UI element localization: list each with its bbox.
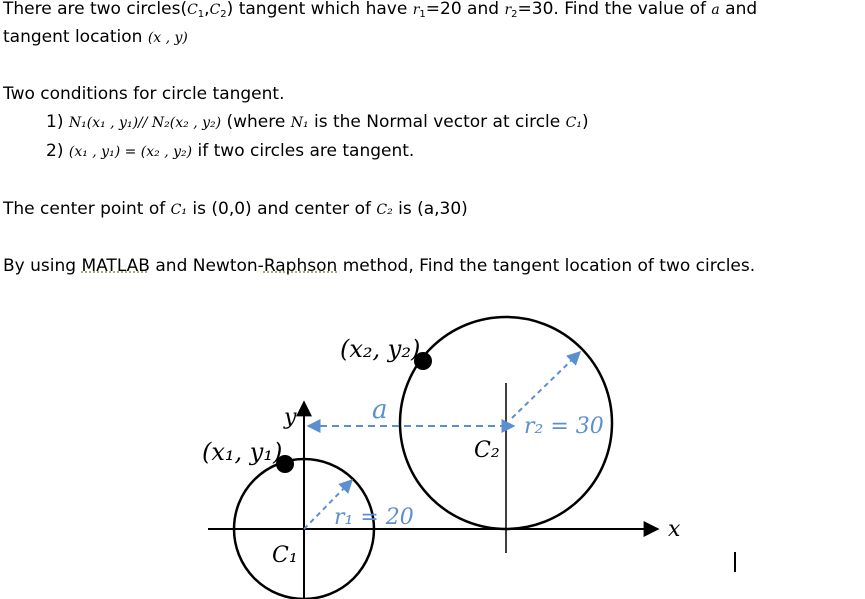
raphson-word: Raphson	[263, 256, 338, 276]
text: =30. Find the value of	[517, 0, 712, 19]
math-c2: C₂	[376, 202, 393, 218]
label-r1: r₁ = 20	[334, 505, 414, 530]
matlab-word: MATLAB	[81, 256, 150, 276]
text: By using	[3, 256, 82, 276]
math-sub: 2	[220, 9, 227, 20]
text: 1)	[46, 112, 69, 132]
label-x1-y1: (x₁, y₁)	[202, 438, 283, 466]
math-c1: C	[187, 2, 198, 18]
label-x: x	[668, 517, 681, 542]
label-y: y	[284, 405, 297, 430]
text: is (a,30)	[392, 199, 468, 219]
conditions-heading: Two conditions for circle tangent.	[3, 84, 285, 104]
text: is the Normal vector at circle	[308, 112, 566, 132]
math-r2: r	[504, 2, 512, 18]
math-normals: N₁(x₁ , y₁)// N₂(x₂ , y₂)	[68, 115, 222, 131]
label-x2-y2: (x₂, y₂)	[340, 335, 421, 363]
text: method, Find the tangent location of two circles.	[337, 256, 756, 276]
label-c2: C₂	[474, 438, 500, 463]
math-equal-points: (x₁ , y₁) = (x₂ , y₂)	[68, 144, 193, 160]
text: ,	[204, 0, 210, 19]
math-r1: r	[412, 2, 420, 18]
math-sub: 1	[419, 9, 426, 20]
text: There are two circles(	[3, 0, 188, 19]
text: ) tangent which have	[226, 0, 413, 19]
text: is (0,0) and center of	[187, 199, 377, 219]
math-sub: 1	[197, 9, 205, 20]
math-c1: C₁	[170, 202, 187, 218]
math-c1: C₁	[565, 115, 582, 131]
text: tangent location	[3, 27, 148, 47]
label-a: a	[372, 395, 388, 425]
math-a: a	[711, 2, 720, 18]
text-cursor	[734, 552, 736, 572]
text: (where	[221, 112, 291, 132]
text: and	[719, 0, 758, 19]
text: 2)	[46, 141, 69, 161]
radius-r2-arrow	[512, 352, 580, 418]
math-sub: 2	[511, 9, 518, 20]
text: )	[581, 112, 589, 132]
text: =20 and	[425, 0, 505, 19]
math-c2: C	[209, 2, 221, 18]
label-r2: r₂ = 30	[524, 414, 604, 439]
text: and Newton-	[149, 256, 264, 276]
math-n1: N₁	[290, 115, 309, 131]
label-c1: C₁	[272, 543, 298, 568]
text: The center point of	[3, 199, 171, 219]
text: if two circles are tangent.	[192, 141, 415, 161]
math-xy: (x , y)	[147, 30, 188, 46]
